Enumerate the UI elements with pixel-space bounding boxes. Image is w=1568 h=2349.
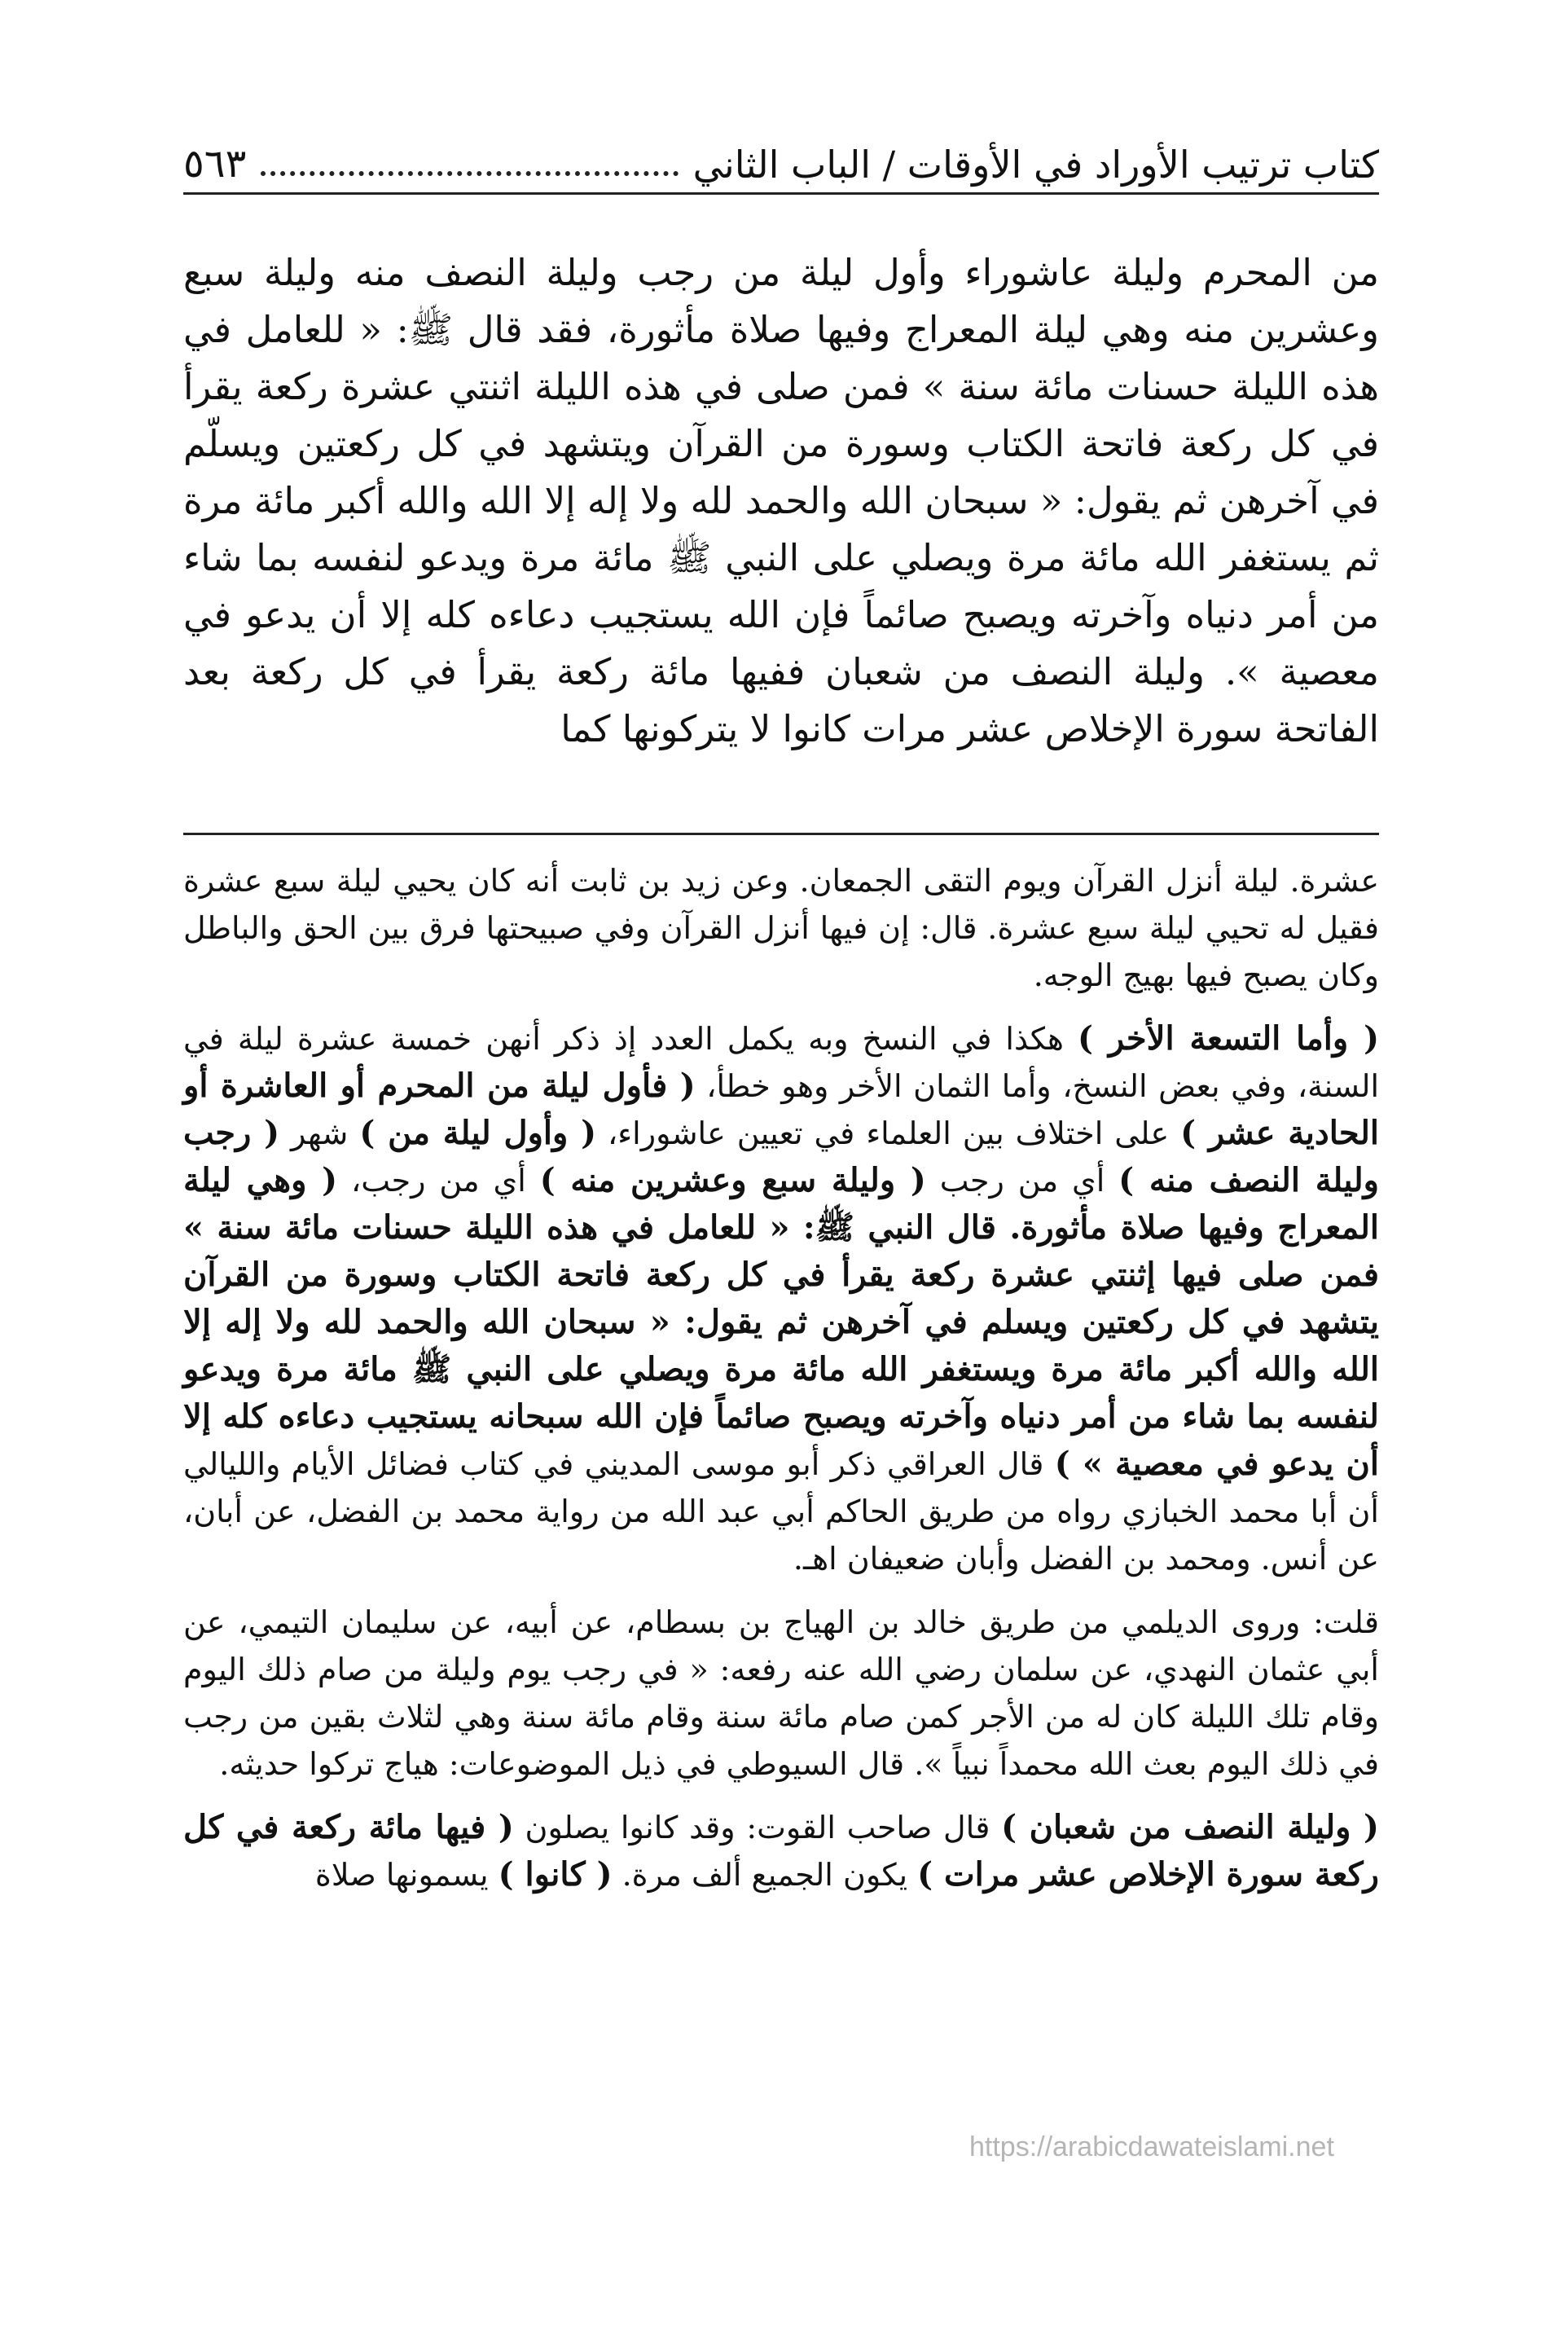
bold-quote: ( وأول ليلة من ) xyxy=(359,1114,597,1152)
watermark-url: https://arabicdawateislami.net xyxy=(969,2131,1334,2162)
commentary-text: أي من رجب xyxy=(925,1163,1119,1199)
commentary-text: قال العراقي ذكر أبو موسى المديني في كتاب فضائل الأيام والليالي أن أبا محمد الخبازي رواه من طريق الحاكم أبي عبد الله من رواية محمد بن الفضل، عن أبان، عن أنس. ومحمد بن الفضل وأبان ضعيفان اهـ. xyxy=(183,1446,1379,1577)
bold-quote: ( فأول ليلة من المحرم أو العاشرة أو الحادية عشر ) xyxy=(183,1067,1379,1152)
main-paragraph: من المحرم وليلة عاشوراء وأول ليلة من رجب وليلة النصف منه وليلة سبع وعشرين منه وهي ليلة المعراج وفيها صلاة مأثورة، فقد قال ﷺ: « للعامل في هذه الليلة حسنات مائة سنة » فمن صلى في هذه الليلة اثنتي عشرة ركعة يقرأ في كل ركعة فاتحة الكتاب وسورة من القرآن ويتشهد في كل ركعتين ويسلّم في آخرهن ثم يقول: « سبحان الله والحمد لله ولا إله إلا الله والله أكبر مائة مرة ثم يستغفر الله مائة مرة ويصلي على النبي ﷺ مائة مرة ويدعو لنفسه بما شاء من أمر دنياه وآخرته ويصبح صائماً فإن الله يستجيب دعاءه كله إلا أن يدعو في معصية ». وليلة النصف من شعبان ففيها مائة ركعة يقرأ في كل ركعة بعد الفاتحة سورة الإخلاص عشر مرات كانوا لا يتركونها كما xyxy=(183,251,1379,750)
commentary-paragraph-4 xyxy=(183,1804,1379,1898)
footnote-separator xyxy=(183,833,1379,835)
leader-dots xyxy=(261,169,678,176)
header-rule xyxy=(183,192,1379,195)
bold-quote: ( رجب وليلة النصف منه ) xyxy=(183,1114,1379,1199)
commentary-text: شهر xyxy=(279,1115,360,1151)
commentary-text: يكون الجميع ألف مرة. xyxy=(612,1857,918,1893)
running-header xyxy=(183,121,1379,186)
commentary-paragraph-3: قلت: وروى الديلمي من طريق خالد بن الهياج بن بسطام، عن أبيه، عن سليمان التيمي، عن أبي عثمان النهدي، عن سلمان رضي الله عنه رفعه: « في رجب يوم وليلة من صام ذلك اليوم وقام تلك الليلة كان له من الأجر كمن صام مائة سنة وقام مائة سنة وهي لثلاث بقين من رجب في ذلك اليوم بعث الله محمداً نبياً ». قال السيوطي في ذيل الموضوعات: هياج تركوا حديثه. xyxy=(183,1604,1379,1782)
commentary xyxy=(183,857,1379,1915)
bold-quote: ( وليلة سبع وعشرين منه ) xyxy=(539,1161,926,1199)
commentary-paragraph-1: عشرة. ليلة أنزل القرآن ويوم التقى الجمعان. وعن زيد بن ثابت أنه كان يحيي ليلة سبع عشرة فقيل له تحيي ليلة سبع عشرة. قال: إن فيها أنزل القرآن وفي صبيحتها فرق بين الحق والباطل وكان يصبح فيها بهيج الوجه. xyxy=(183,863,1379,993)
commentary-paragraph-2 xyxy=(183,1015,1379,1582)
bold-quote: ( وأما التسعة الأخر ) xyxy=(1078,1019,1380,1058)
main-text xyxy=(183,244,1379,758)
book-title: كتاب ترتيب الأوراد في الأوقات / الباب الثاني xyxy=(692,143,1379,187)
bold-quote: ( كانوا ) xyxy=(498,1855,613,1894)
commentary-text: أي من رجب، xyxy=(337,1163,540,1199)
commentary-text: قال صاحب القوت: وقد كانوا يصلون xyxy=(513,1810,1002,1845)
bold-quote: ( وليلة النصف من شعبان ) xyxy=(1001,1808,1379,1846)
bold-quote: ( وهي ليلة المعراج وفيها صلاة مأثورة. قال النبي ﷺ: « للعامل في هذه الليلة حسنات مائة سنة » فمن صلى فيها إثنتي عشرة ركعة يقرأ في كل ركعة فاتحة الكتاب وسورة من القرآن يتشهد في كل ركعتين ويسلم في آخرهن ثم يقول: « سبحان الله والحمد لله ولا إله إلا الله والله أكبر مائة مرة ويستغفر الله مائة مرة ويصلي على النبي ﷺ مائة مرة ويدعو لنفسه بما شاء من أمر دنياه وآخرته ويصبح صائماً فإن الله سبحانه يستجيب دعاءه كله إلا أن يدعو في معصية » ) xyxy=(183,1161,1380,1483)
commentary-text: يسمونها صلاة xyxy=(314,1857,499,1893)
commentary-text: على اختلاف بين العلماء في تعيين عاشوراء، xyxy=(596,1115,1181,1151)
commentary-text: هكذا في النسخ وبه يكمل العدد إذ ذكر أنهن خمسة عشرة ليلة في السنة، وفي بعض النسخ، وأما الثمان الأخر وهو خطأ، xyxy=(183,1021,1380,1104)
page-number: ٥٦٣ xyxy=(183,141,247,187)
bold-quote: ( فيها مائة ركعة في كل ركعة سورة الإخلاص عشر مرات ) xyxy=(183,1808,1379,1894)
